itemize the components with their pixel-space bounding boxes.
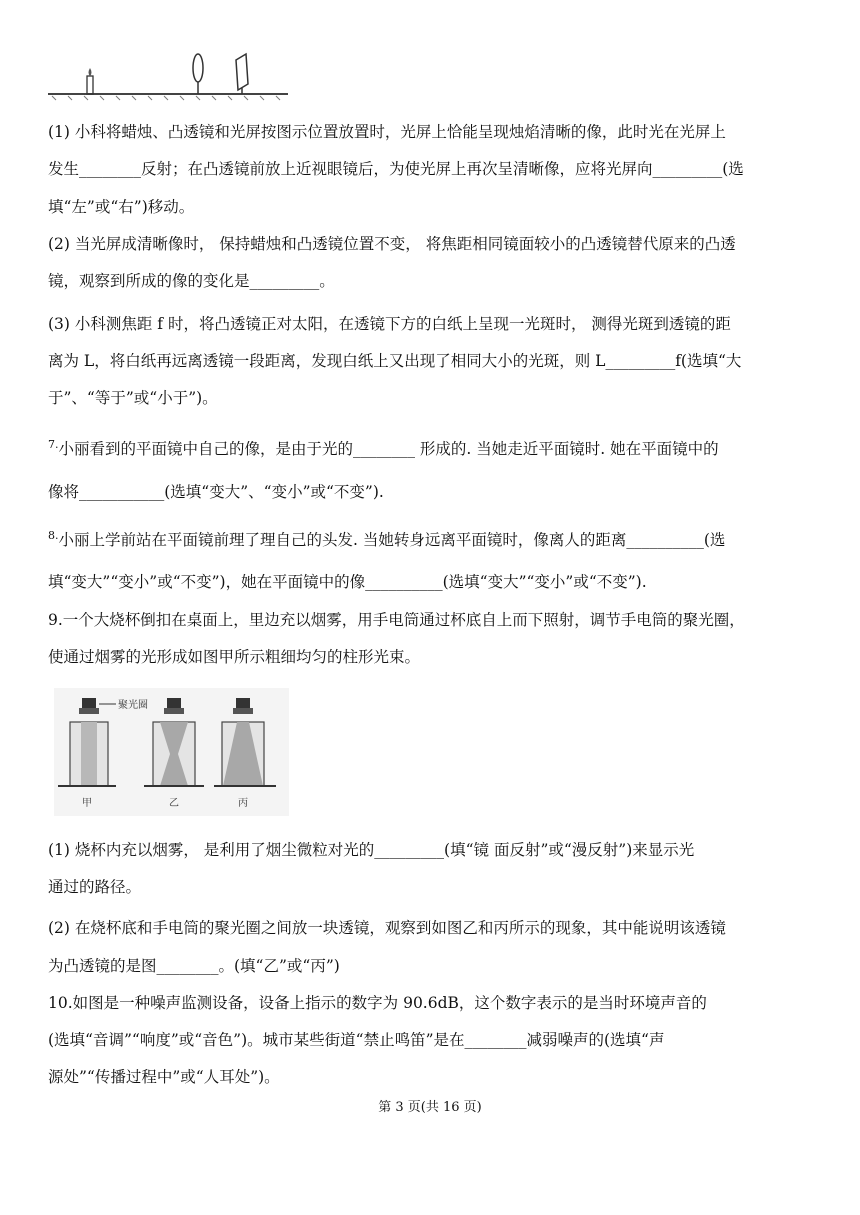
q6-part2-line1: (2) 当光屏成清晰像时， 保持蜡烛和凸透镜位置不变， 将焦距相同镜面较小的凸透镜替代原来的凸透 [48, 235, 736, 253]
q6-part3-line1: (3) 小科测焦距 f 时，将凸透镜正对太阳，在透镜下方的白纸上呈现一光斑时， 测得光斑到透镜的距 [48, 315, 731, 333]
q7-number: 7. [48, 438, 59, 451]
q6-part1-line1: (1) 小科将蜡烛、凸透镜和光屏按图示位置放置时，光屏上恰能呈现烛焰清晰的像，此时光在光屏上 [48, 123, 726, 141]
q9-part2-line2: 为凸透镜的是图________。(填“乙”或“丙”) [48, 957, 340, 975]
beaker-light-figure [54, 688, 289, 816]
q10-line2: (选填“音调”“响度”或“音色”)。城市某些街道“禁止鸣笛”是在________减弱噪声的(选填“声 [48, 1031, 665, 1049]
q7-text1: 小丽看到的平面镜中自己的像，是由于光的________ 形成的. 当她走近平面镜时. 她在平面镜中的 [58, 440, 719, 458]
q8-number: 8. [48, 529, 59, 542]
figure-label-bing: 丙 [238, 798, 248, 809]
q8-line2: 填“变大”“变小”或“不变”)，她在平面镜中的像__________(选填“变大”“变小”或“不变”). [48, 573, 647, 591]
q7-line2: 像将___________(选填“变大”、“变小”或“不变”). [48, 483, 384, 501]
q9-part1-line1: (1) 烧杯内充以烟雾， 是利用了烟尘微粒对光的_________(填“镜 面反射”或“漫反射”)来显示光 [48, 841, 695, 859]
optical-bench-figure [48, 46, 293, 106]
figure-label-jia: 甲 [82, 798, 92, 809]
q8-line1 [48, 530, 818, 550]
aperture-label: 聚光圈 [118, 700, 148, 711]
figure-label-yi: 乙 [169, 798, 179, 809]
q6-part1-line3: 填“左”或“右”)移动。 [48, 198, 195, 216]
q9-part1-line2: 通过的路径。 [48, 878, 142, 896]
candle [87, 68, 93, 94]
q7-line1 [48, 439, 818, 459]
page-footer: 第 3 页(共 16 页) [378, 1100, 482, 1115]
q6-part3-line3: 于”、“等于”或“小于”)。 [48, 389, 218, 407]
q9-line2: 使通过烟雾的光形成如图甲所示粗细均匀的柱形光束。 [48, 648, 421, 666]
q10-line1: 10.如图是一种噪声监测设备，设备上指示的数字为 90.6dB，这个数字表示的是当时环境声音的 [48, 994, 707, 1012]
light-screen [236, 54, 248, 94]
q8-text1: 小丽上学前站在平面镜前理了理自己的头发. 当她转身远离平面镜时，像离人的距离__________(选 [58, 531, 726, 549]
q6-part2-line2: 镜，观察到所成的像的变化是_________。 [48, 272, 335, 290]
q9-part2-line1: (2) 在烧杯底和手电筒的聚光圈之间放一块透镜，观察到如图乙和丙所示的现象，其中能说明该透镜 [48, 919, 726, 937]
q6-part3-line2: 离为 L，将白纸再远离透镜一段距离，发现白纸上又出现了相同大小的光斑，则 L_________f(选填“大 [48, 352, 742, 370]
q9-line1: 9.一个大烧杯倒扣在桌面上，里边充以烟雾，用手电筒通过杯底自上而下照射，调节手电筒的聚光圈， [48, 611, 745, 629]
q6-part1-line2: 发生________反射；在凸透镜前放上近视眼镜后，为使光屏上再次呈清晰像，应将光屏向_________(选 [48, 160, 744, 178]
convex-lens [193, 54, 203, 94]
q10-line3: 源处”“传播过程中”或“人耳处”)。 [48, 1068, 280, 1086]
